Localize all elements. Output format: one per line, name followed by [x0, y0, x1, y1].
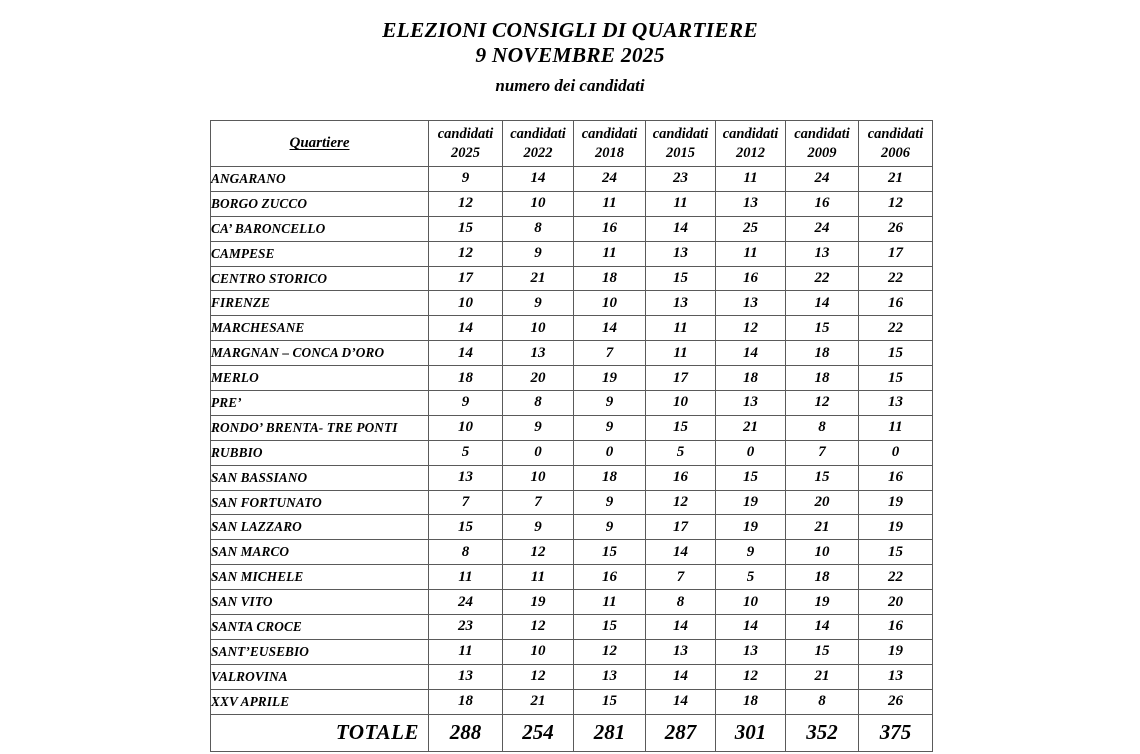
- candidates-cell-2025: 23: [429, 615, 503, 640]
- candidates-cell-2018: 0: [574, 440, 646, 465]
- candidates-cell-2009: 18: [786, 341, 859, 366]
- candidates-cell-2009: 20: [786, 490, 859, 515]
- column-header-word: candidati: [794, 125, 850, 142]
- candidates-cell-2012: 19: [716, 490, 786, 515]
- table-row: [211, 241, 933, 266]
- quartiere-name-cell: SAN MARCO: [211, 540, 429, 565]
- table-row: [211, 689, 933, 714]
- candidates-cell-2012: 11: [716, 241, 786, 266]
- candidates-cell-2012: 16: [716, 266, 786, 291]
- column-header-candidati-2022: [503, 121, 574, 167]
- candidates-cell-2018: 19: [574, 366, 646, 391]
- quartiere-name-cell: SAN BASSIANO: [211, 465, 429, 490]
- candidates-cell-2015: 14: [646, 540, 716, 565]
- candidates-cell-2018: 13: [574, 664, 646, 689]
- candidates-cell-2025: 14: [429, 341, 503, 366]
- quartiere-name-cell: SAN VITO: [211, 590, 429, 615]
- candidates-cell-2018: 10: [574, 291, 646, 316]
- candidates-cell-2022: 12: [503, 615, 574, 640]
- candidates-cell-2009: 8: [786, 415, 859, 440]
- quartiere-name-cell: SANTA CROCE: [211, 615, 429, 640]
- candidates-cell-2018: 18: [574, 465, 646, 490]
- candidates-cell-2006: 15: [859, 366, 933, 391]
- quartiere-name-cell: BORGO ZUCCO: [211, 191, 429, 216]
- candidates-cell-2025: 17: [429, 266, 503, 291]
- total-cell-2025: 288: [429, 714, 503, 751]
- candidates-cell-2025: 11: [429, 565, 503, 590]
- candidates-cell-2006: 16: [859, 615, 933, 640]
- title-line-1: ELEZIONI CONSIGLI DI QUARTIERE: [382, 18, 758, 42]
- quartiere-name-cell: RONDO’ BRENTA- TRE PONTI: [211, 415, 429, 440]
- candidates-cell-2022: 12: [503, 540, 574, 565]
- table-row: [211, 515, 933, 540]
- quartiere-name-cell: XXV APRILE: [211, 689, 429, 714]
- table-row: [211, 341, 933, 366]
- table-row: [211, 266, 933, 291]
- candidates-cell-2015: 23: [646, 167, 716, 192]
- candidates-cell-2006: 16: [859, 291, 933, 316]
- candidates-cell-2018: 9: [574, 490, 646, 515]
- candidates-cell-2006: 26: [859, 689, 933, 714]
- candidates-cell-2022: 8: [503, 391, 574, 416]
- title-line-2: 9 NOVEMBRE 2025: [475, 43, 665, 67]
- candidates-cell-2018: 11: [574, 241, 646, 266]
- candidates-cell-2025: 9: [429, 167, 503, 192]
- candidates-cell-2018: 15: [574, 615, 646, 640]
- candidates-cell-2015: 14: [646, 689, 716, 714]
- quartiere-name-cell: CA’ BARONCELLO: [211, 216, 429, 241]
- candidates-cell-2012: 18: [716, 689, 786, 714]
- candidates-cell-2009: 15: [786, 465, 859, 490]
- candidates-cell-2009: 10: [786, 540, 859, 565]
- quartiere-name-cell: PRE’: [211, 391, 429, 416]
- column-header-candidati-2025: [429, 121, 503, 167]
- table-body: [211, 167, 933, 752]
- candidates-cell-2012: 5: [716, 565, 786, 590]
- total-label: TOTALE: [211, 714, 429, 751]
- candidates-cell-2015: 14: [646, 216, 716, 241]
- candidates-cell-2006: 17: [859, 241, 933, 266]
- candidates-cell-2025: 15: [429, 216, 503, 241]
- column-header-label: Quartiere: [289, 135, 350, 151]
- candidates-cell-2009: 18: [786, 366, 859, 391]
- candidates-cell-2012: 12: [716, 316, 786, 341]
- total-cell-2018: 281: [574, 714, 646, 751]
- candidates-cell-2006: 15: [859, 540, 933, 565]
- candidates-cell-2015: 17: [646, 515, 716, 540]
- quartiere-name-cell: MARGNAN – CONCA D’ORO: [211, 341, 429, 366]
- candidates-cell-2022: 9: [503, 415, 574, 440]
- candidates-cell-2006: 11: [859, 415, 933, 440]
- candidates-cell-2022: 9: [503, 291, 574, 316]
- quartiere-name-cell: SAN LAZZARO: [211, 515, 429, 540]
- candidates-cell-2018: 14: [574, 316, 646, 341]
- quartiere-name-cell: SANT’EUSEBIO: [211, 639, 429, 664]
- quartiere-name-cell: ANGARANO: [211, 167, 429, 192]
- candidates-cell-2015: 11: [646, 191, 716, 216]
- table-row: [211, 366, 933, 391]
- candidates-cell-2009: 14: [786, 615, 859, 640]
- total-cell-2006: 375: [859, 714, 933, 751]
- candidates-cell-2022: 9: [503, 515, 574, 540]
- candidates-cell-2009: 15: [786, 639, 859, 664]
- candidates-cell-2012: 21: [716, 415, 786, 440]
- column-header-word: candidati: [581, 125, 638, 142]
- candidates-cell-2015: 5: [646, 440, 716, 465]
- quartiere-name-cell: MERLO: [211, 366, 429, 391]
- quartiere-name-cell: CENTRO STORICO: [211, 266, 429, 291]
- candidates-cell-2015: 17: [646, 366, 716, 391]
- candidates-cell-2009: 18: [786, 565, 859, 590]
- table-row: [211, 664, 933, 689]
- document-subtitle: numero dei candidati: [495, 76, 645, 95]
- candidates-cell-2006: 22: [859, 266, 933, 291]
- candidates-cell-2022: 21: [503, 266, 574, 291]
- candidates-cell-2015: 11: [646, 316, 716, 341]
- column-header-year: 2009: [807, 144, 837, 161]
- candidates-cell-2015: 14: [646, 615, 716, 640]
- candidates-cell-2009: 7: [786, 440, 859, 465]
- candidates-cell-2012: 9: [716, 540, 786, 565]
- candidates-table-container: [210, 120, 932, 752]
- candidates-cell-2006: 0: [859, 440, 933, 465]
- candidates-cell-2012: 13: [716, 391, 786, 416]
- candidates-cell-2022: 10: [503, 191, 574, 216]
- column-header-candidati-2009: [786, 121, 859, 167]
- candidates-cell-2018: 9: [574, 391, 646, 416]
- candidates-cell-2018: 15: [574, 540, 646, 565]
- candidates-cell-2006: 19: [859, 639, 933, 664]
- candidates-cell-2015: 13: [646, 291, 716, 316]
- candidates-cell-2025: 12: [429, 241, 503, 266]
- candidates-cell-2025: 5: [429, 440, 503, 465]
- table-row: [211, 440, 933, 465]
- column-header-word: candidati: [722, 125, 779, 142]
- candidates-cell-2022: 0: [503, 440, 574, 465]
- candidates-cell-2015: 15: [646, 415, 716, 440]
- candidates-cell-2022: 9: [503, 241, 574, 266]
- candidates-cell-2015: 15: [646, 266, 716, 291]
- candidates-cell-2012: 15: [716, 465, 786, 490]
- candidates-cell-2022: 21: [503, 689, 574, 714]
- candidates-cell-2009: 19: [786, 590, 859, 615]
- candidates-cell-2012: 12: [716, 664, 786, 689]
- candidates-cell-2009: 24: [786, 167, 859, 192]
- candidates-cell-2015: 11: [646, 341, 716, 366]
- candidates-cell-2022: 20: [503, 366, 574, 391]
- candidates-cell-2012: 13: [716, 291, 786, 316]
- candidates-cell-2015: 16: [646, 465, 716, 490]
- candidates-cell-2006: 22: [859, 316, 933, 341]
- candidates-cell-2006: 19: [859, 515, 933, 540]
- table-row: [211, 615, 933, 640]
- table-row: [211, 590, 933, 615]
- quartiere-name-cell: SAN MICHELE: [211, 565, 429, 590]
- candidates-cell-2018: 16: [574, 565, 646, 590]
- candidates-cell-2012: 14: [716, 615, 786, 640]
- candidates-cell-2006: 12: [859, 191, 933, 216]
- candidates-cell-2022: 10: [503, 639, 574, 664]
- candidates-cell-2025: 11: [429, 639, 503, 664]
- candidates-cell-2015: 10: [646, 391, 716, 416]
- candidates-cell-2009: 16: [786, 191, 859, 216]
- candidates-cell-2006: 20: [859, 590, 933, 615]
- column-header-word: candidati: [867, 125, 924, 142]
- quartiere-name-cell: MARCHESANE: [211, 316, 429, 341]
- candidates-cell-2006: 13: [859, 664, 933, 689]
- table-header-row: [211, 121, 933, 167]
- candidates-cell-2018: 16: [574, 216, 646, 241]
- column-header-candidati-2015: [646, 121, 716, 167]
- quartiere-name-cell: CAMPESE: [211, 241, 429, 266]
- candidates-cell-2022: 14: [503, 167, 574, 192]
- column-header-year: 2022: [523, 144, 553, 161]
- table-row: [211, 316, 933, 341]
- candidates-cell-2012: 13: [716, 191, 786, 216]
- candidates-cell-2015: 13: [646, 639, 716, 664]
- quartiere-name-cell: VALROVINA: [211, 664, 429, 689]
- quartiere-name-cell: FIRENZE: [211, 291, 429, 316]
- candidates-cell-2009: 21: [786, 515, 859, 540]
- table-row: [211, 540, 933, 565]
- table-total-row: [211, 714, 933, 751]
- candidates-cell-2009: 8: [786, 689, 859, 714]
- table-row: [211, 465, 933, 490]
- column-header-quartiere: [211, 121, 429, 167]
- candidates-cell-2006: 22: [859, 565, 933, 590]
- candidates-cell-2018: 18: [574, 266, 646, 291]
- candidates-cell-2006: 13: [859, 391, 933, 416]
- total-cell-2022: 254: [503, 714, 574, 751]
- table-row: [211, 490, 933, 515]
- candidates-cell-2025: 15: [429, 515, 503, 540]
- column-header-candidati-2018: [574, 121, 646, 167]
- candidates-cell-2025: 12: [429, 191, 503, 216]
- candidates-cell-2025: 10: [429, 291, 503, 316]
- candidates-cell-2025: 18: [429, 366, 503, 391]
- column-header-word: candidati: [437, 125, 494, 142]
- table-row: [211, 565, 933, 590]
- candidates-cell-2018: 24: [574, 167, 646, 192]
- candidates-cell-2022: 10: [503, 316, 574, 341]
- document-title-block: [0, 18, 1140, 98]
- candidates-cell-2025: 24: [429, 590, 503, 615]
- candidates-cell-2018: 12: [574, 639, 646, 664]
- candidates-cell-2012: 13: [716, 639, 786, 664]
- total-cell-2015: 287: [646, 714, 716, 751]
- column-header-candidati-2012: [716, 121, 786, 167]
- table-row: [211, 415, 933, 440]
- candidates-cell-2015: 8: [646, 590, 716, 615]
- candidates-cell-2009: 13: [786, 241, 859, 266]
- candidates-cell-2018: 9: [574, 515, 646, 540]
- candidates-cell-2022: 10: [503, 465, 574, 490]
- candidates-cell-2006: 16: [859, 465, 933, 490]
- candidates-cell-2012: 18: [716, 366, 786, 391]
- total-cell-2012: 301: [716, 714, 786, 751]
- candidates-cell-2012: 11: [716, 167, 786, 192]
- candidates-cell-2009: 21: [786, 664, 859, 689]
- candidates-cell-2025: 9: [429, 391, 503, 416]
- candidates-cell-2015: 12: [646, 490, 716, 515]
- table-row: [211, 391, 933, 416]
- column-header-year: 2018: [595, 144, 624, 161]
- table-row: [211, 291, 933, 316]
- candidates-cell-2015: 14: [646, 664, 716, 689]
- table-row: [211, 216, 933, 241]
- candidates-cell-2012: 14: [716, 341, 786, 366]
- candidates-cell-2006: 26: [859, 216, 933, 241]
- candidates-cell-2025: 13: [429, 465, 503, 490]
- candidates-cell-2009: 22: [786, 266, 859, 291]
- column-header-year: 2025: [451, 144, 480, 161]
- candidates-cell-2006: 15: [859, 341, 933, 366]
- candidates-cell-2025: 8: [429, 540, 503, 565]
- column-header-year: 2006: [881, 144, 910, 161]
- candidates-cell-2025: 18: [429, 689, 503, 714]
- column-header-candidati-2006: [859, 121, 933, 167]
- candidates-cell-2022: 7: [503, 490, 574, 515]
- column-header-year: 2015: [666, 144, 695, 161]
- candidates-cell-2009: 24: [786, 216, 859, 241]
- column-header-word: candidati: [652, 125, 709, 142]
- candidates-cell-2006: 21: [859, 167, 933, 192]
- total-cell-2009: 352: [786, 714, 859, 751]
- candidates-cell-2018: 11: [574, 191, 646, 216]
- candidates-cell-2025: 7: [429, 490, 503, 515]
- column-header-word: candidati: [510, 125, 566, 142]
- candidates-cell-2009: 15: [786, 316, 859, 341]
- candidates-cell-2006: 19: [859, 490, 933, 515]
- candidates-cell-2022: 8: [503, 216, 574, 241]
- candidates-cell-2025: 14: [429, 316, 503, 341]
- candidates-cell-2009: 12: [786, 391, 859, 416]
- candidates-cell-2022: 13: [503, 341, 574, 366]
- candidates-cell-2025: 13: [429, 664, 503, 689]
- candidates-cell-2012: 25: [716, 216, 786, 241]
- column-header-year: 2012: [736, 144, 765, 161]
- candidates-cell-2022: 19: [503, 590, 574, 615]
- candidates-cell-2018: 11: [574, 590, 646, 615]
- quartiere-name-cell: RUBBIO: [211, 440, 429, 465]
- candidates-cell-2018: 7: [574, 341, 646, 366]
- table-row: [211, 191, 933, 216]
- candidates-cell-2012: 0: [716, 440, 786, 465]
- candidates-cell-2025: 10: [429, 415, 503, 440]
- candidates-cell-2018: 15: [574, 689, 646, 714]
- candidates-cell-2018: 9: [574, 415, 646, 440]
- candidates-table: [210, 120, 933, 752]
- candidates-cell-2022: 12: [503, 664, 574, 689]
- candidates-cell-2022: 11: [503, 565, 574, 590]
- quartiere-name-cell: SAN FORTUNATO: [211, 490, 429, 515]
- table-row: [211, 639, 933, 664]
- candidates-cell-2012: 10: [716, 590, 786, 615]
- candidates-cell-2009: 14: [786, 291, 859, 316]
- candidates-cell-2012: 19: [716, 515, 786, 540]
- table-row: [211, 167, 933, 192]
- table-header: [211, 121, 933, 167]
- candidates-cell-2015: 7: [646, 565, 716, 590]
- candidates-cell-2015: 13: [646, 241, 716, 266]
